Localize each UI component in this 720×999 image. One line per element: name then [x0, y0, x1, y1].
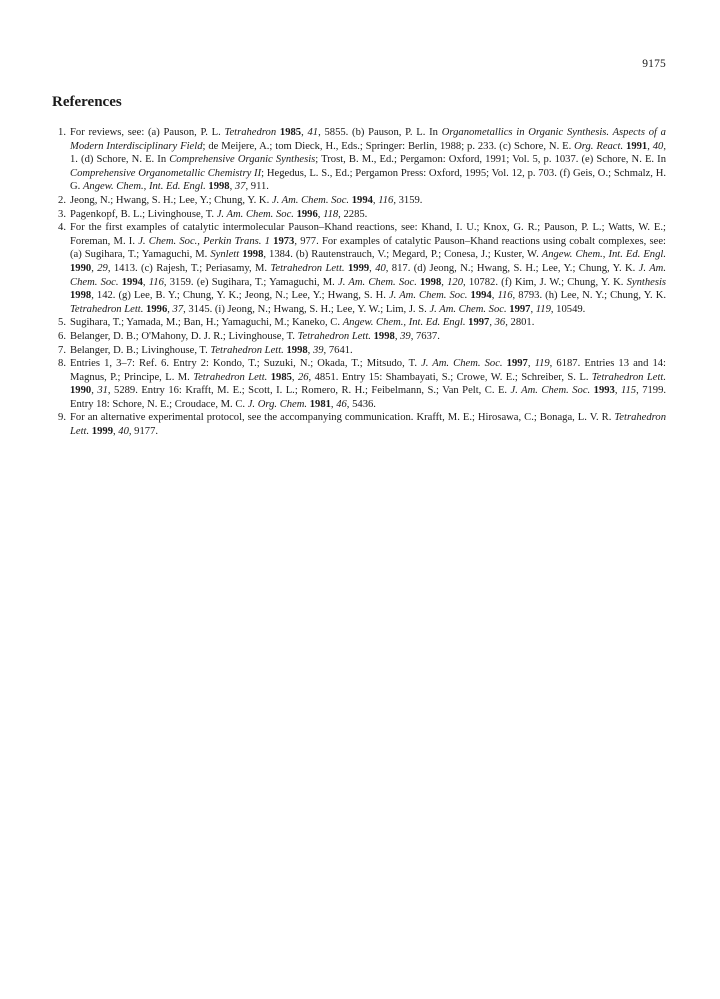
page-number: 9175: [642, 58, 666, 70]
reference-text-segment: ,: [394, 330, 401, 342]
reference-text-segment: , 5855. (b) Pauson, P. L. In: [318, 127, 442, 138]
italic-text: Angew. Chem., Int. Ed. Engl.: [342, 317, 466, 329]
bold-text: 1991: [626, 140, 648, 152]
bold-text: 1999: [347, 262, 370, 274]
italic-text: 115: [620, 385, 637, 397]
italic-text: 39: [400, 330, 411, 342]
reference-text-segment: , 911.: [245, 181, 269, 193]
italic-text: Tetrahedron Lett.: [193, 371, 268, 383]
reference-text-segment: , 7199. Entry 18: Schore, N. E.; Croudace, M. C.: [70, 385, 667, 410]
bold-text: 1994: [351, 194, 373, 206]
reference-text-segment: ; Trost, B. M., Ed.; Pergamon: Oxford, 1991; Vol. 5, p. 1037. (e) Schore, N. E. In: [315, 154, 666, 166]
reference-text-segment: , 3159.: [393, 194, 423, 206]
reference-text-segment: , 4851. Entry 15: Shambayati, S.; Crowe, W. E.; Schreiber, S. L.: [308, 371, 592, 383]
italic-text: Synthesis: [626, 276, 667, 288]
reference-list: [52, 126, 666, 439]
reference-text-segment: , 10782. (f) Kim, J. W.; Chung, Y. K.: [462, 276, 627, 288]
reference-text-segment: , 3159. (e) Sugihara, T.; Yamaguchi, M.: [163, 276, 338, 288]
reference-text-segment: ,: [317, 208, 324, 220]
reference-text-segment: , 5436.: [346, 398, 376, 410]
reference-text-segment: ,: [142, 276, 149, 288]
italic-text: J. Org. Chem.: [247, 398, 308, 410]
reference-text-segment: ,: [167, 303, 173, 315]
reference-number: 8.: [58, 358, 66, 370]
italic-text: J. Am. Chem. Soc.: [388, 290, 468, 302]
reference-text-segment: ,: [647, 140, 653, 152]
reference-text-segment: Belanger, D. B.; O'Mahony, D. J. R.; Livinghouse, T.: [70, 330, 298, 342]
italic-text: Tetrahedron Lett.: [270, 262, 345, 274]
reference-text: [70, 317, 534, 328]
reference-number: 3.: [58, 208, 66, 220]
section-title: References: [52, 94, 122, 110]
italic-text: Angew. Chem., Int. Ed. Engl.: [82, 181, 206, 193]
reference-text-segment: ,: [229, 181, 235, 193]
reference-text-segment: , 2801.: [505, 317, 535, 329]
reference-item: [52, 344, 666, 358]
bold-text: 1997: [509, 303, 531, 315]
reference-text-segment: ,: [491, 290, 498, 302]
reference-text-segment: ,: [330, 398, 337, 410]
reference-item: [52, 316, 666, 330]
italic-text: 119: [534, 358, 550, 370]
reference-text: [70, 222, 666, 315]
italic-text: J. Am. Chem. Soc.: [421, 358, 503, 370]
bold-text: 1999: [91, 426, 113, 438]
reference-text: [70, 331, 440, 342]
bold-text: 1998: [286, 344, 308, 356]
bold-text: 1996: [296, 208, 318, 220]
reference-text-segment: ,: [91, 385, 98, 397]
reference-text-segment: ,: [112, 426, 119, 438]
italic-text: 116: [148, 276, 164, 288]
italic-text: Comprehensive Organic Synthesis: [169, 154, 316, 166]
italic-text: Tetrahedron Lett.: [591, 371, 666, 383]
bold-text: 1993: [593, 385, 615, 397]
bold-text: 1990: [70, 262, 92, 274]
italic-text: 46: [336, 398, 347, 410]
italic-text: 40: [118, 426, 129, 438]
reference-text-segment: ; Hegedus, L. S., Ed.; Pergamon Press: Oxford, 1995; Vol. 12, p. 703. (f) Geis, O.; Schmalz, H. G.: [70, 167, 667, 193]
reference-text: [70, 195, 422, 206]
italic-text: J. Am. Chem. Soc.: [338, 276, 417, 288]
reference-text-segment: ,: [614, 385, 621, 397]
bold-text: 1981: [309, 398, 331, 410]
italic-text: Tetrahedron Lett.: [210, 344, 284, 356]
italic-text: 37: [172, 303, 184, 315]
italic-text: 31: [97, 385, 108, 397]
italic-text: 36: [494, 317, 506, 329]
bold-text: 1998: [208, 181, 230, 193]
italic-text: 37: [234, 181, 246, 193]
reference-text-segment: , 10549.: [550, 303, 586, 315]
reference-item: [52, 208, 666, 222]
reference-text-segment: ,: [441, 276, 448, 288]
italic-text: 119: [535, 303, 551, 315]
reference-text-segment: For reviews, see: (a) Pauson, P. L.: [70, 127, 225, 138]
reference-text-segment: Sugihara, T.; Yamada, M.; Ban, H.; Yamaguchi, M.; Kaneko, C.: [70, 317, 343, 329]
reference-text-segment: , 817. (d) Jeong, N.; Hwang, S. H.; Lee, Y.; Chung, Y. K.: [385, 262, 639, 274]
bold-text: 1990: [70, 385, 92, 397]
reference-number: 1.: [58, 127, 66, 138]
italic-text: 118: [323, 208, 339, 220]
bold-text: 1985: [279, 127, 302, 138]
reference-text-segment: , 977. For examples of catalytic Pauson–Khand reactions using cobalt complexes, see: (a) Sugihara, T.; Yamaguchi, M.: [70, 235, 666, 261]
reference-text-segment: , 8793. (h) Lee, N. Y.; Chung, Y. K.: [512, 290, 667, 302]
reference-text: [70, 209, 367, 220]
reference-text-segment: , 3145. (i) Jeong, N.; Hwang, S. H.; Lee, Y. W.; Lim, J. S.: [183, 303, 430, 315]
reference-text: [70, 412, 666, 437]
italic-text: Synlett: [210, 249, 240, 261]
italic-text: Tetrahedron Lett.: [70, 412, 666, 438]
bold-text: 1994: [470, 290, 492, 302]
italic-text: Tetrahedron: [224, 127, 277, 138]
italic-text: 40: [375, 262, 386, 274]
reference-item: [52, 194, 666, 208]
italic-text: Tetrahedron Lett.: [297, 330, 371, 342]
reference-text-segment: , 5289. Entry 16: Krafft, M. E.; Scott, I. L.; Romero, R. H.; Feibelmann, S.; Van Pelt, C. E.: [107, 385, 511, 397]
italic-text: Angew. Chem., Int. Ed. Engl.: [541, 249, 666, 261]
bold-text: 1973: [273, 235, 295, 247]
reference-text-segment: ,: [291, 371, 298, 383]
italic-text: Tetrahedron Lett.: [70, 303, 144, 315]
reference-text-segment: For the first examples of catalytic intermolecular Pauson–Khand reactions, see: Khand, I. U.; Knox, G. R.; Pauson, P. L.; Watts, W. E.; Foreman, M. I.: [70, 222, 666, 247]
reference-item: [52, 330, 666, 344]
italic-text: Org. React.: [574, 140, 624, 152]
italic-text: 116: [497, 290, 513, 302]
reference-text-segment: ,: [527, 358, 535, 370]
reference-text: [70, 345, 353, 356]
italic-text: J. Chem. Soc., Perkin Trans. 1: [138, 235, 270, 247]
reference-text-segment: , 6187. Entries 13 and 14: Magnus, P.; Principe, L. M.: [70, 358, 666, 383]
italic-text: J. Am. Chem. Soc.: [70, 262, 666, 288]
reference-text-segment: , 1413. (c) Rajesh, T.; Periasamy, M.: [107, 262, 271, 274]
reference-number: 4.: [58, 222, 66, 234]
reference-text-segment: , 7637.: [410, 330, 440, 342]
bold-text: 1998: [373, 330, 395, 342]
reference-text-segment: ,: [372, 194, 379, 206]
bold-text: 1998: [242, 249, 264, 261]
italic-text: J. Am. Chem. Soc.: [429, 303, 507, 315]
reference-text-segment: , 7641.: [323, 344, 353, 356]
reference-text-segment: ; de Meijere, A.; tom Dieck, H., Eds.; Springer: Berlin, 1988; p. 233. (c) Schore, N. E.: [202, 140, 575, 152]
reference-text-segment: Entries 1, 3–7: Ref. 6. Entry 2: Kondo, T.; Suzuki, N.; Okada, T.; Mitsudo, T.: [70, 358, 422, 370]
reference-item: [52, 221, 666, 316]
italic-text: Organometallics in Organic Synthesis. Aspects of a Modern Interdisciplinary Field: [70, 127, 666, 152]
reference-text-segment: ,: [369, 262, 376, 274]
reference-text-segment: ,: [489, 317, 495, 329]
reference-text-segment: , 2285.: [338, 208, 368, 220]
reference-text-segment: , 1384. (b) Rautenstrauch, V.; Megard, P.; Conesa, J.; Kuster, W.: [263, 249, 542, 261]
bold-text: 1997: [506, 358, 528, 370]
reference-item: [52, 126, 666, 194]
bold-text: 1985: [270, 371, 292, 383]
italic-text: 29: [97, 262, 108, 274]
italic-text: J. Am. Chem. Soc.: [216, 208, 294, 220]
reference-number: 9.: [58, 412, 66, 424]
bold-text: 1998: [70, 290, 92, 302]
reference-item: [52, 411, 666, 438]
bold-text: 1997: [468, 317, 490, 329]
reference-text-segment: For an alternative experimental protocol, see the accompanying communication. Krafft, M. E.; Hirosawa, C.; Bonaga, L. V. R.: [70, 412, 615, 424]
reference-text: [70, 127, 666, 192]
reference-text-segment: , 1. (d) Schore, N. E. In: [70, 140, 666, 166]
reference-text-segment: , 9177.: [128, 426, 159, 438]
reference-text-segment: ,: [530, 303, 536, 315]
reference-number: 6.: [58, 330, 66, 342]
italic-text: 116: [378, 194, 394, 206]
italic-text: 41: [307, 127, 319, 138]
reference-text: [70, 358, 666, 410]
italic-text: J. Am. Chem. Soc.: [510, 385, 591, 397]
reference-number: 5.: [58, 317, 66, 329]
reference-text-segment: ,: [307, 344, 313, 356]
italic-text: 26: [297, 371, 309, 383]
bold-text: 1998: [420, 276, 442, 288]
italic-text: Comprehensive Organometallic Chemistry II: [70, 167, 262, 179]
reference-text-segment: ,: [301, 127, 308, 138]
reference-text-segment: Pagenkopf, B. L.; Livinghouse, T.: [70, 208, 217, 220]
italic-text: J. Am. Chem. Soc.: [271, 194, 350, 206]
reference-text-segment: Jeong, N.; Hwang, S. H.; Lee, Y.; Chung, Y. K.: [70, 194, 272, 206]
italic-text: 40: [652, 140, 664, 152]
reference-number: 2.: [58, 194, 66, 206]
bold-text: 1996: [146, 303, 168, 315]
reference-item: [52, 357, 666, 411]
italic-text: 39: [312, 344, 324, 356]
bold-text: 1994: [121, 276, 143, 288]
reference-text-segment: Belanger, D. B.; Livinghouse, T.: [70, 344, 211, 356]
reference-text-segment: ,: [91, 262, 98, 274]
italic-text: 120: [447, 276, 463, 288]
reference-number: 7.: [58, 344, 66, 356]
reference-text-segment: , 142. (g) Lee, B. Y.; Chung, Y. K.; Jeong, N.; Lee, Y.; Hwang, S. H.: [91, 290, 389, 302]
